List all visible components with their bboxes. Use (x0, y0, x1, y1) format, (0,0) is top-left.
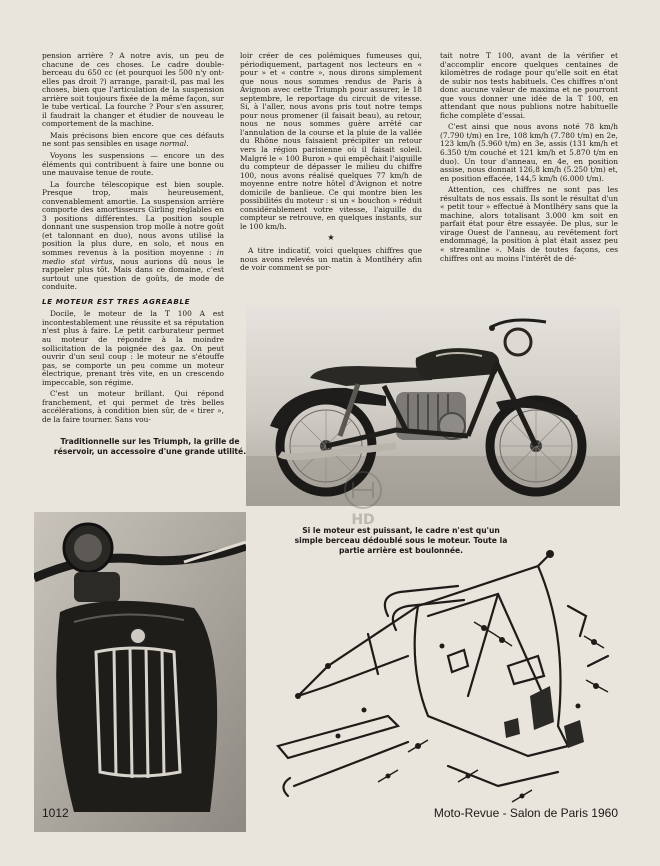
motorcycle-side-photo (246, 306, 620, 506)
col1-latin-phrase: in medio stat virtus (42, 248, 224, 266)
watermark-icon (338, 468, 388, 528)
page-number: 1012 (42, 806, 69, 820)
col1-paragraph-2-emphasis: normal. (159, 139, 189, 149)
publication-footer: Moto-Revue - Salon de Paris 1960 (433, 806, 618, 820)
caption-frame: Si le moteur est puissant, le cadre n'est qu'un simple berceau dédoublé sous le moteur. Toute la partie arrière est boulonnée. (294, 526, 508, 555)
col1-paragraph-2-text: Mais précisons bien encore que ces défauts ne sont pas sensibles en usage (42, 130, 224, 149)
col2-paragraph-1: loir créer de ces polémiques fumeuses qui, périodiquement, partagent nos lecteurs en « pour » et « contre », nous dirons simplement que nous nous sommes rendus de Paris à Avignon avec cette Triumph pour assurer, le 18 septembre, le reportage du circuit de vitesse. Si, à l'aller, nous avons pris tout notre temps pour nous promener (il faisait beau), au retour, nous ne nous sommes guère arrêté car l'annulation de la course et la pluie de la vallée du Rhône nous faisaient précipiter un retour vers la région parisienne où il faisait soleil. Malgré le « 100 Buron » qui empêchait l'aiguille du compteur de dépasser le milieu du chiffre 100, nous avons réalisé quelques 77 km/h de moyenne entre notre hôtel d'Avignon et notre domicile de banlieue. Ce qui montre bien les possibilités du moteur : si un « bouchon » réduit considérablement votre vitesse, l'aiguille du compteur se retrouve, en quelques instants, sur le 100 km/h. (240, 51, 422, 231)
col1-paragraph-5: Docile, le moteur de la T 100 A est incontestablement une réussite et sa réputation n'est plus à faire. Le petit carburateur permet au moteur de répondre à la moindre sollicitation de la poignée des gaz. On peut ouvrir d'un seul coup : le moteur ne s'étouffe pas, se comporte un peu comme un moteur électrique, prenant très vite, en un crescendo impeccable, son régime. (42, 309, 224, 387)
watermark-text: HD (351, 512, 375, 528)
frame-diagram (268, 546, 620, 810)
col1-paragraph-6: C'est un moteur brillant. Qui répond franchement, et qui permet de très belles accélérations, à condition bien sûr, de « tirer », de la faire tourner. Sans vou- (42, 389, 224, 424)
col2-paragraph-2: A titre indicatif, voici quelques chiffres que nous avons relevés un matin à Montlhéry afin de voir comment se por- (240, 246, 422, 273)
col1-paragraph-4-end: , nous aurions dû nous le rappeler plus tôt. Mais dans ce domaine, c'est surtout une question de goûts, de mode de conduite. (42, 256, 224, 292)
col1-paragraph-4 (42, 181, 224, 292)
section-heading-moteur: LE MOTEUR EST TRES AGREABLE (42, 296, 191, 306)
col1-paragraph-4-text: La fourche télescopique est bien souple. Presque trop, mais heureusement, convenablement amortie. La suspension arrière comporte des amortisseurs Girling réglables en 3 positions différentes. La position souple donnant une suspension trop molle à notre goût (et talonnant en duo), nous avons utilisé la position la plus dure, en solo, et nous en sommes revenus à la position moyenne : (42, 179, 224, 258)
col3-paragraph-3: Attention, ces chiffres ne sont pas les résultats de nos essais. Ils sont le résultat d'un « petit tour » effectué à Montlhéry sans que la machine, alors totalisant 3.000 km soit en parfait état pour être essayée. De plus, sur le virage Ouest de l'anneau, au revêtement fort endommagé, la position à plat était assez peu « streamline ». Mais de toutes façons, ces chiffres ont au moins l'intérêt de dé- (440, 185, 618, 263)
motorcycle-illustration (246, 306, 620, 506)
col1-paragraph-1: pension arrière ? A notre avis, un peu de chacune de ces choses. Le cadre double-berceau du 650 cc (et pourquoi les 500 n'y ont-elles pas droit ?) arrange, parait-il, pas mal les choses, bien que l'articulation de la suspension arrière soit toujours fixée de la même façon, sur le tube vertical. La fourche ? Pour s'en assurer, il faudrait la changer et étudier de nouveau le comportement de la machine. (42, 51, 224, 129)
col3-paragraph-2: C'est ainsi que nous avons noté 78 km/h (7.790 t/m) en 1re, 108 km/h (7.780 t/m) en 2e, 123 km/h (5.960 t/m) en 3e, assis (131 km/h et 6.350 t/m couché et 121 km/h et 5.870 t/m en duo). Un tour d'anneau, en 4e, en position assise, nous donnait 126,8 km/h (5.250 t/m) et, en position effacée, 144,5 km/h (6.000 t/m). (440, 122, 618, 183)
col3-paragraph-1: tait notre T 100, avant de la vérifier et d'accomplir encore quelques centaines de kilomètres de rodage pour qu'elle soit en état de subir nos tests habituels. Ces chiffres n'ont donc aucune valeur de maxima et ne pourront que vous donner une idée de la T 100, en attendant que nous publions notre habituelle fiche complète d'essai. (440, 51, 618, 120)
caption-tank-grille: Traditionnelle sur les Triumph, la grille de réservoir, un accessoire d'une grande utilité. (53, 437, 247, 456)
tank-grille-photo (34, 512, 246, 832)
frame-exploded-drawing (268, 546, 620, 810)
section-break-star: ★ (327, 233, 335, 243)
col1-paragraph-3: Voyons les suspensions — encore un des éléments qui contribuent à faire une bonne ou une mauvaise tenue de route. (42, 151, 224, 178)
article-column-2 (240, 52, 422, 276)
article-column-1 (42, 52, 224, 427)
tank-illustration (34, 512, 246, 832)
article-column-3 (440, 52, 618, 266)
col1-paragraph-2 (42, 132, 224, 149)
watermark-logo (338, 468, 388, 528)
